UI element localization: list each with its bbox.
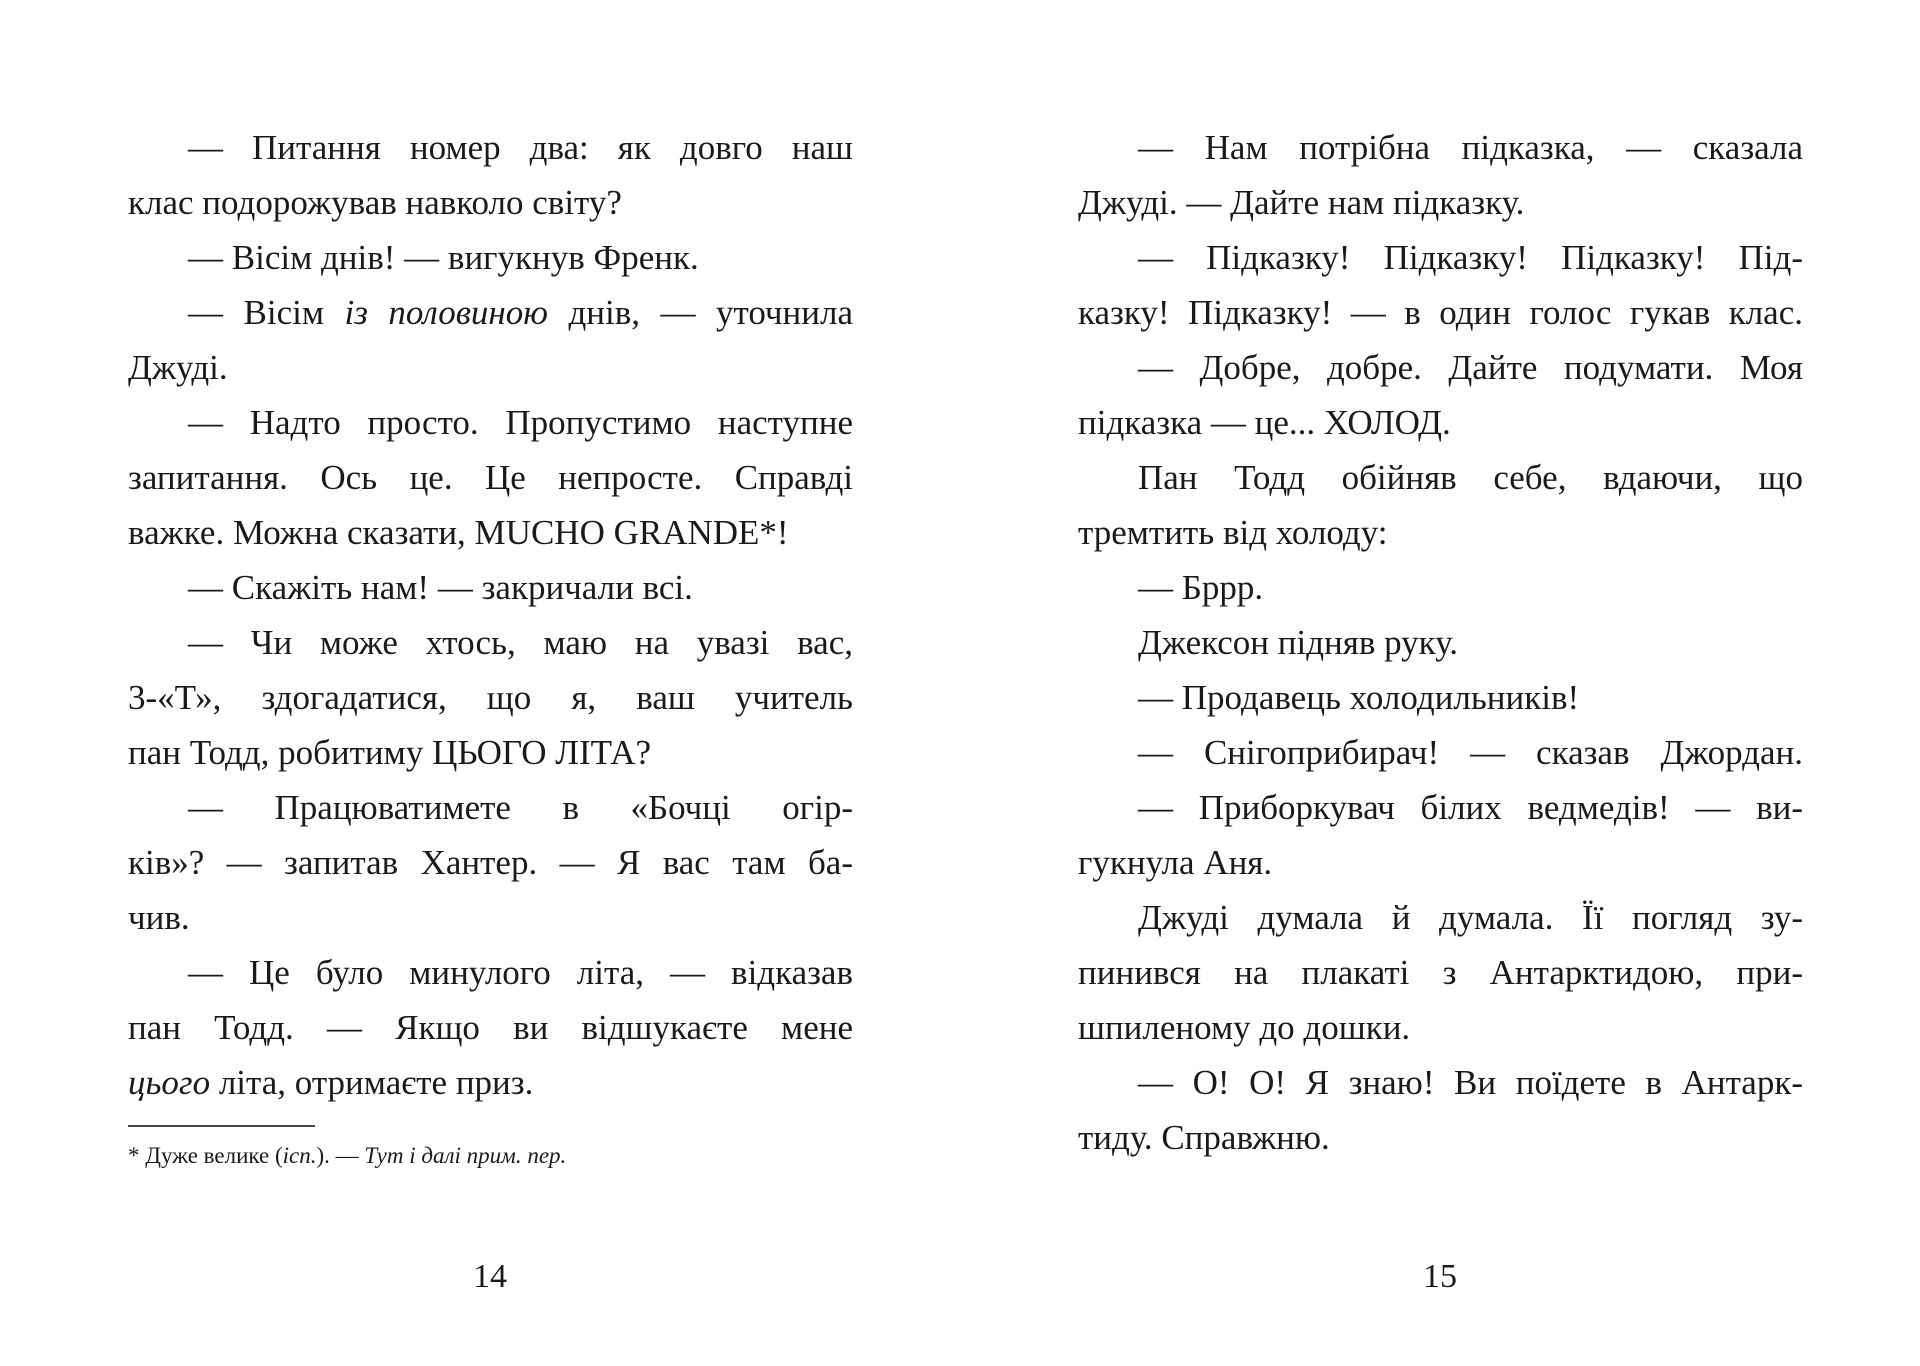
text-line: [128, 1055, 853, 1110]
text-line: [1078, 670, 1803, 725]
text-segment: 3-«Т», здогадатися, що я, ваш учитель: [128, 678, 853, 717]
text-segment: — Вісім: [188, 293, 345, 332]
italic-text: цього: [128, 1063, 211, 1102]
text-segment: пинився на плакаті з Антарктидою, при-: [1078, 953, 1803, 992]
text-line: [1078, 340, 1803, 395]
text-segment: — О! О! Я знаю! Ви поїдете в Антарк-: [1138, 1063, 1803, 1102]
text-line: [1078, 560, 1803, 615]
text-segment: — Підказку! Підказку! Підказку! Під-: [1138, 238, 1803, 277]
text-line: [1078, 1000, 1803, 1055]
text-segment: Джексон підняв руку.: [1138, 623, 1458, 662]
text-line: [1078, 230, 1803, 285]
text-line: [1078, 285, 1803, 340]
text-segment: гукнула Аня.: [1078, 843, 1273, 882]
text-segment: важке. Можна сказати, MUCHO GRANDE*!: [128, 513, 789, 552]
italic-text: із половиною: [344, 293, 548, 332]
text-segment: клас подорожував навколо світу?: [128, 183, 622, 222]
text-segment: — Працюватимете в «Бочці огір-: [188, 788, 853, 827]
text-segment: — Добре, добре. Дайте подумати. Моя: [1138, 348, 1803, 387]
left-page-text: [128, 120, 853, 1110]
text-line: [1078, 1055, 1803, 1110]
page-number-left: 14: [473, 1258, 507, 1295]
text-segment: Пан Тодд обійняв себе, вдаючи, що: [1138, 458, 1803, 497]
footnote: [128, 1140, 566, 1172]
footnote-text: * Дуже велике (: [128, 1143, 283, 1168]
text-segment: — Це було минулого літа, — відказав: [188, 953, 853, 992]
right-page-text: [1078, 120, 1803, 1165]
footnote-divider: [128, 1125, 315, 1127]
page-number-right: 15: [1423, 1258, 1457, 1295]
text-segment: пан Тодд. — Якщо ви відшукаєте мене: [128, 1008, 853, 1047]
text-segment: казку! Підказку! — в один голос гукав клас.: [1078, 293, 1803, 332]
text-line: [128, 230, 853, 285]
text-line: [128, 505, 853, 560]
text-line: [1078, 945, 1803, 1000]
text-segment: — Снігоприбирач! — сказав Джордан.: [1138, 733, 1803, 772]
text-line: [128, 175, 853, 230]
footnote-abbrev: ісп.: [282, 1143, 317, 1168]
text-line: [128, 945, 853, 1000]
text-line: [1078, 505, 1803, 560]
text-line: [128, 615, 853, 670]
text-segment: літа, отримаєте приз.: [210, 1063, 534, 1102]
text-line: [1078, 1110, 1803, 1165]
text-segment: тиду. Справжню.: [1078, 1118, 1330, 1157]
footnote-text: ). —: [316, 1143, 365, 1168]
text-segment: пан Тодд, робитиму ЦЬОГО ЛІТА?: [128, 733, 652, 772]
text-segment: — Приборкувач білих ведмедів! — ви-: [1138, 788, 1803, 827]
text-segment: — Надто просто. Пропустимо наступне: [188, 403, 853, 442]
text-line: [128, 120, 853, 175]
text-line: [128, 285, 853, 340]
text-line: [1078, 175, 1803, 230]
text-segment: запитання. Ось це. Це непросте. Справді: [128, 458, 853, 497]
text-segment: Джуді.: [128, 348, 228, 387]
text-segment: Джуді думала й думала. Її погляд зу-: [1138, 898, 1803, 937]
text-segment: — Бррр.: [1138, 568, 1264, 607]
text-segment: — Скажіть нам! — закричали всі.: [188, 568, 693, 607]
text-line: [1078, 725, 1803, 780]
text-line: [1078, 395, 1803, 450]
text-line: [1078, 120, 1803, 175]
text-segment: — Продавець холодильників!: [1138, 678, 1580, 717]
text-line: [128, 780, 853, 835]
text-line: [128, 670, 853, 725]
text-line: [128, 890, 853, 945]
text-line: [128, 835, 853, 890]
text-line: [1078, 890, 1803, 945]
text-line: [128, 560, 853, 615]
text-line: [1078, 780, 1803, 835]
text-line: [128, 1000, 853, 1055]
text-line: [128, 450, 853, 505]
text-segment: ків»? — запитав Хантер. — Я вас там ба-: [128, 843, 853, 882]
text-line: [1078, 835, 1803, 890]
text-segment: підказка — це... ХОЛОД.: [1078, 403, 1451, 442]
text-segment: Джуді. — Дайте нам підказку.: [1078, 183, 1525, 222]
text-segment: шпиленому до дошки.: [1078, 1008, 1411, 1047]
text-segment: тремтить від холоду:: [1078, 513, 1388, 552]
text-line: [128, 340, 853, 395]
text-line: [128, 725, 853, 780]
text-segment: чив.: [128, 898, 190, 937]
text-segment: днів, — уточнила: [547, 293, 853, 332]
text-line: [128, 395, 853, 450]
footnote-translator-note: Тут і далі прим. пер.: [364, 1143, 567, 1168]
text-line: [1078, 615, 1803, 670]
text-segment: — Питання номер два: як довго наш: [188, 128, 853, 167]
text-line: [1078, 450, 1803, 505]
text-segment: — Чи може хтось, маю на увазі вас,: [188, 623, 853, 662]
text-segment: — Нам потрібна підказка, — сказала: [1138, 128, 1803, 167]
text-segment: — Вісім днів! — вигукнув Френк.: [188, 238, 699, 277]
